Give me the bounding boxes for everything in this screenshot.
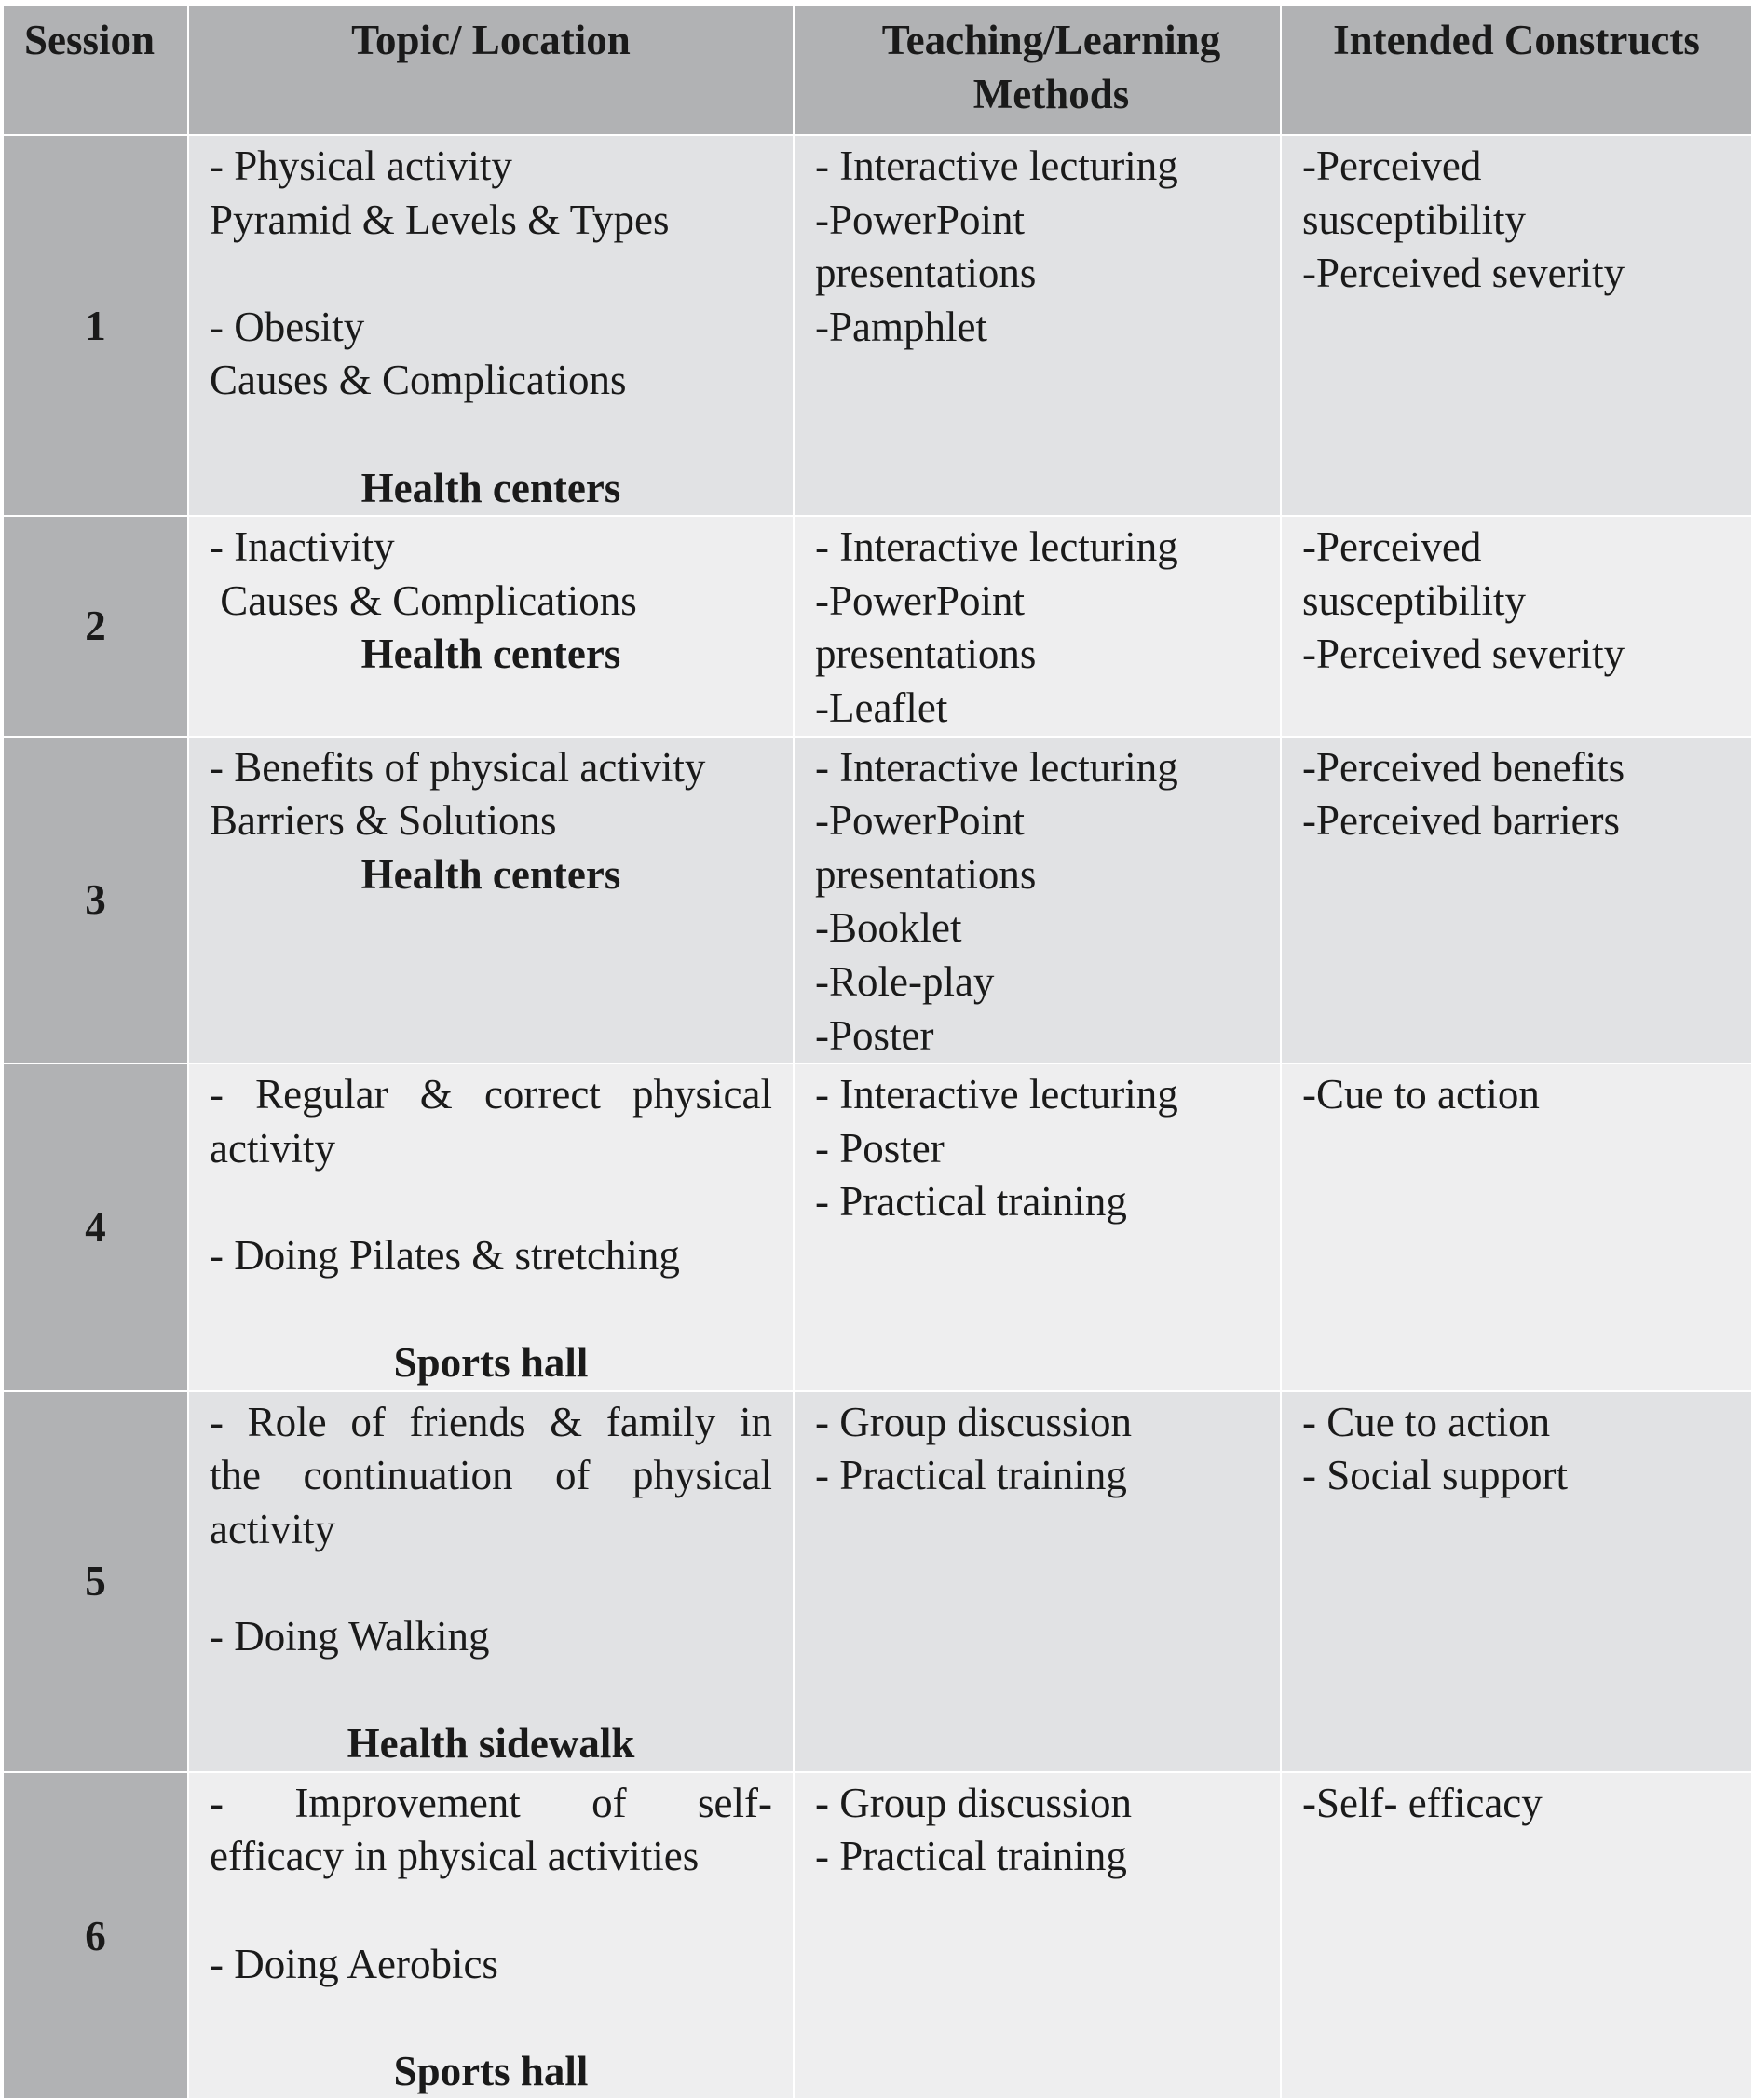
method-line: - Group discussion [815, 1398, 1132, 1445]
topic-line: Causes & Complications [210, 576, 637, 624]
construct-line: - Social support [1302, 1452, 1568, 1499]
header-row [3, 5, 1752, 135]
topic-line [210, 247, 772, 301]
method-line: -PowerPoint [815, 196, 1025, 243]
topic-line: - Doing Pilates & stretching [210, 1231, 680, 1279]
table-header [3, 5, 1752, 135]
topic-line: - Improvement of self- [210, 1779, 772, 1826]
method-line: -PowerPoint [815, 797, 1025, 845]
method-line: -Pamphlet [815, 303, 987, 350]
methods-cell [794, 1064, 1281, 1391]
topic-line [210, 1664, 772, 1718]
construct-line: -Cue to action [1302, 1071, 1540, 1118]
method-line: -Leaflet [815, 684, 948, 731]
method-line: - Interactive lecturing [815, 142, 1178, 189]
construct-line: -Perceived benefits [1302, 743, 1625, 791]
header-constructs: Intended Constructs [1281, 5, 1752, 135]
methods-cell [794, 737, 1281, 1064]
table-row [3, 1391, 1752, 1772]
method-line: -Booklet [815, 904, 962, 952]
table-row [3, 516, 1752, 736]
method-line: - Interactive lecturing [815, 743, 1178, 791]
topic-line: - Benefits of physical activity [210, 743, 706, 791]
table-row [3, 135, 1752, 516]
constructs-cell [1281, 516, 1752, 736]
method-line: - Poster [815, 1124, 945, 1172]
session-number: 2 [3, 516, 188, 736]
construct-line: -Perceived severity [1302, 630, 1625, 678]
methods-cell [794, 516, 1281, 736]
methods-cell [794, 1391, 1281, 1772]
method-line: - Group discussion [815, 1779, 1132, 1826]
topic-line [210, 1175, 772, 1229]
table-row [3, 1772, 1752, 2100]
methods-cell [794, 135, 1281, 516]
location-label: Health centers [360, 630, 621, 678]
topic-cell [188, 1064, 794, 1391]
topic-line: activity [210, 1505, 335, 1552]
topic-cell [188, 135, 794, 516]
session-number: 4 [3, 1064, 188, 1391]
topic-line [210, 1556, 772, 1610]
session-number: 6 [3, 1772, 188, 2100]
topic-cell [188, 516, 794, 736]
constructs-cell [1281, 737, 1752, 1064]
topic-line [210, 408, 772, 462]
topic-line: Causes & Complications [210, 357, 627, 404]
session-number: 1 [3, 135, 188, 516]
constructs-cell [1281, 1064, 1752, 1391]
topic-line: - Inactivity [210, 523, 395, 571]
constructs-cell [1281, 1391, 1752, 1772]
table-body [3, 135, 1752, 2099]
header-topic: Topic/ Location [188, 5, 794, 135]
method-line: - Interactive lecturing [815, 1071, 1178, 1118]
sessions-table [2, 4, 1753, 2100]
topic-line: - Role of friends & family in [210, 1398, 772, 1445]
topic-line: - Obesity [210, 303, 365, 350]
table-row [3, 1064, 1752, 1391]
constructs-cell [1281, 135, 1752, 516]
location-label: Sports hall [393, 1339, 589, 1387]
header-methods: Teaching/Learning Methods [794, 5, 1281, 135]
session-number: 5 [3, 1391, 188, 1772]
construct-line: -Self- efficacy [1302, 1779, 1543, 1826]
location-label: Sports hall [393, 2047, 589, 2094]
header-session: Session [3, 5, 188, 135]
topic-line: Barriers & Solutions [210, 797, 557, 845]
topic-line: - Regular & correct physical [210, 1071, 772, 1118]
constructs-cell [1281, 1772, 1752, 2100]
topic-line: the continuation of physical [210, 1452, 772, 1499]
topic-line: activity [210, 1124, 335, 1172]
method-line: - Interactive lecturing [815, 523, 1178, 571]
construct-line: -Perceived barriers [1302, 797, 1621, 845]
topic-line: - Physical activity [210, 142, 512, 189]
location-label: Health centers [360, 850, 621, 898]
construct-line: -Perceived [1302, 523, 1482, 571]
topic-line: Pyramid & Levels & Types [210, 196, 670, 243]
topic-cell [188, 1772, 794, 2100]
topic-line [210, 1282, 772, 1336]
topic-line [210, 1884, 772, 1938]
session-number: 3 [3, 737, 188, 1064]
method-line: -Poster [815, 1011, 934, 1059]
method-line: presentations [815, 250, 1037, 297]
method-line: -PowerPoint [815, 576, 1025, 624]
method-line: presentations [815, 630, 1037, 678]
construct-line: susceptibility [1302, 196, 1526, 243]
construct-line: - Cue to action [1302, 1398, 1551, 1445]
methods-cell [794, 1772, 1281, 2100]
construct-line: -Perceived [1302, 142, 1482, 189]
topic-line: - Doing Aerobics [210, 1940, 498, 1987]
method-line: - Practical training [815, 1178, 1127, 1226]
construct-line: -Perceived severity [1302, 250, 1625, 297]
topic-line: - Doing Walking [210, 1613, 490, 1660]
topic-line: efficacy in physical activities [210, 1833, 700, 1880]
method-line: - Practical training [815, 1452, 1127, 1499]
location-label: Health centers [360, 464, 621, 511]
method-line: presentations [815, 850, 1037, 898]
construct-line: susceptibility [1302, 576, 1526, 624]
method-line: - Practical training [815, 1833, 1127, 1880]
topic-cell [188, 737, 794, 1064]
location-label: Health sidewalk [347, 1720, 635, 1768]
topic-cell [188, 1391, 794, 1772]
method-line: -Role-play [815, 957, 995, 1005]
table-row [3, 737, 1752, 1064]
topic-line [210, 1991, 772, 2045]
